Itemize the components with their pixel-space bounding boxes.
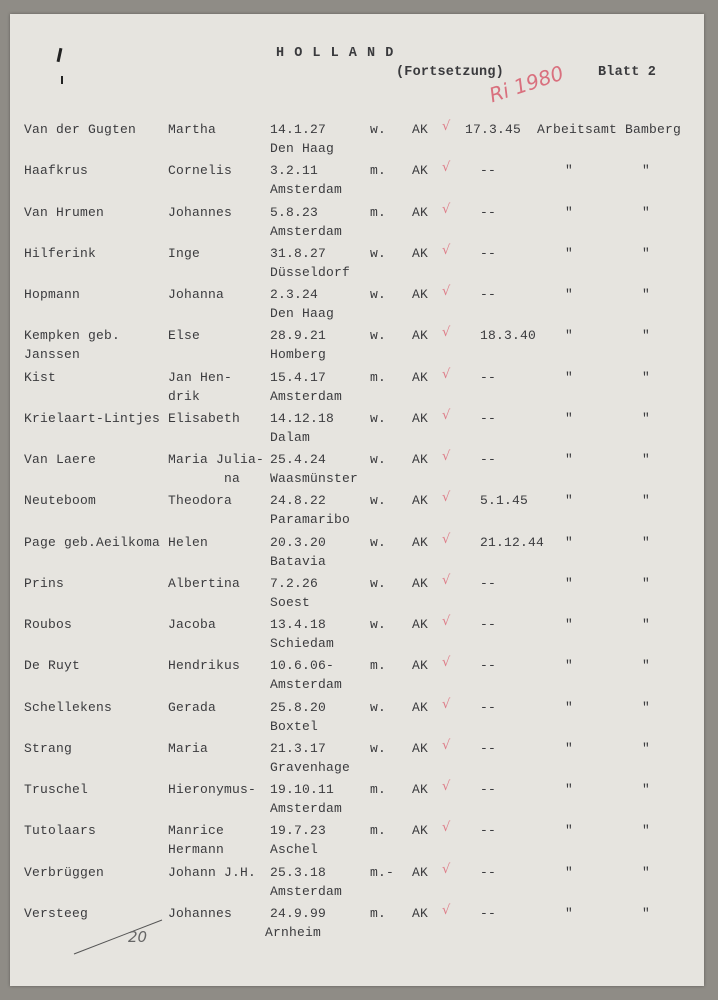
red-check-mark: √ — [442, 572, 451, 588]
office-ditto-cell: " — [642, 534, 651, 550]
surname-cell: De Ruyt — [24, 658, 81, 674]
birth-place-cell: Dalam — [270, 429, 311, 445]
office-cell: " — [565, 287, 574, 302]
sex-cell: w. — [370, 410, 387, 426]
office-cell: " — [565, 534, 574, 550]
office-cell: " — [565, 617, 574, 632]
status-cell: AK — [412, 410, 429, 426]
given-name-cell: Johann J.H. — [168, 864, 257, 880]
given-name-cell: Elisabeth — [168, 410, 241, 426]
birth-place-cell: Den Haag — [270, 141, 335, 156]
given-name-cell: Jan Hen- — [168, 369, 233, 385]
office-ditto-cell: " — [642, 204, 651, 220]
birth-date-cell: 20.3.20 — [270, 534, 327, 550]
red-check-mark: √ — [442, 696, 451, 712]
birth-place-cell: Aschel — [270, 842, 319, 858]
birth-date-cell: 25.4.24 — [270, 452, 327, 467]
status-cell: AK — [412, 782, 429, 797]
date-cell: -- — [480, 905, 497, 921]
date-cell: -- — [480, 699, 497, 715]
birth-place-cell: Den Haag — [270, 306, 335, 321]
red-check-mark: √ — [442, 366, 451, 382]
date-cell: -- — [480, 204, 497, 220]
status-cell: AK — [412, 534, 429, 550]
birth-date-cell: 19.10.11 — [270, 782, 335, 797]
status-cell: AK — [412, 905, 429, 921]
sex-cell: w. — [370, 493, 387, 509]
office-cell: " — [565, 782, 574, 797]
status-cell: AK — [412, 617, 429, 632]
office-cell: " — [565, 328, 574, 344]
birth-place-cell: Amsterdam — [270, 677, 343, 693]
birth-date-cell: 3.2.11 — [270, 163, 319, 179]
red-check-mark: √ — [442, 201, 451, 217]
given-name-continuation-cell: na — [224, 471, 241, 486]
office-cell: " — [565, 823, 574, 839]
birth-place-cell: Soest — [270, 594, 311, 610]
sex-cell: m. — [370, 782, 387, 797]
document-page — [10, 14, 704, 986]
sex-cell: w. — [370, 740, 387, 756]
office-ditto-cell: " — [642, 740, 651, 756]
sex-cell: m. — [370, 905, 387, 921]
sex-cell: w. — [370, 245, 387, 261]
birth-place-cell: Batavia — [270, 553, 327, 569]
given-name-cell: Inge — [168, 245, 201, 261]
red-check-mark: √ — [442, 325, 451, 341]
sex-cell: w. — [370, 534, 387, 550]
given-name-cell: Cornelis — [168, 163, 233, 179]
birth-date-cell: 24.9.99 — [270, 905, 327, 921]
birth-date-cell: 15.4.17 — [270, 369, 327, 385]
office-cell: " — [565, 163, 574, 179]
sex-cell: m. — [370, 369, 387, 385]
surname-cell: Prins — [24, 575, 65, 591]
sex-cell: w. — [370, 328, 387, 344]
office-cell: " — [565, 864, 574, 880]
date-cell: -- — [480, 369, 497, 385]
date-cell: 18.3.40 — [480, 328, 537, 344]
surname-cell: Verbrüggen — [24, 864, 105, 880]
date-cell: -- — [480, 782, 497, 797]
sex-cell: w. — [370, 122, 387, 137]
red-check-mark: √ — [442, 861, 451, 877]
red-check-mark: √ — [442, 160, 451, 176]
office-ditto-cell: " — [642, 864, 651, 880]
office-ditto-cell: " — [642, 782, 651, 797]
date-cell: 17.3.45 — [465, 122, 522, 137]
birth-place-cell: Amsterdam — [270, 388, 343, 404]
office-cell: " — [565, 369, 574, 385]
birth-date-cell: 7.2.26 — [270, 575, 319, 591]
birth-place-cell: Paramaribo — [270, 512, 351, 528]
office-ditto-cell: " — [642, 617, 651, 632]
sex-cell: w. — [370, 699, 387, 715]
red-check-mark: √ — [442, 449, 451, 464]
red-check-mark: √ — [442, 531, 451, 547]
surname-continuation-cell: Janssen — [24, 347, 81, 363]
office-cell: " — [565, 245, 574, 261]
given-name-cell: Else — [168, 328, 201, 344]
given-name-cell: Manrice — [168, 823, 225, 839]
sheet-number: Blatt 2 — [598, 65, 657, 80]
date-cell: 5.1.45 — [480, 493, 529, 509]
surname-cell: Haafkrus — [24, 163, 89, 179]
red-check-mark: √ — [442, 779, 451, 794]
red-check-mark: √ — [442, 737, 451, 753]
status-cell: AK — [412, 575, 429, 591]
sex-cell: w. — [370, 287, 387, 302]
continuation-label: (Fortsetzung) — [396, 65, 504, 80]
surname-cell: Kist — [24, 369, 57, 385]
surname-cell: Kempken geb. — [24, 328, 121, 344]
date-cell: -- — [480, 452, 497, 467]
status-cell: AK — [412, 452, 429, 467]
footer-pen-stroke — [70, 914, 170, 964]
given-name-cell: Maria Julia- — [168, 452, 265, 467]
office-cell: " — [565, 204, 574, 220]
status-cell: AK — [412, 658, 429, 674]
date-cell: -- — [480, 287, 497, 302]
status-cell: AK — [412, 699, 429, 715]
office-ditto-cell: " — [642, 163, 651, 179]
given-name-cell: Hieronymus- — [168, 782, 257, 797]
margin-pen-mark — [57, 48, 63, 62]
birth-date-cell: 13.4.18 — [270, 617, 327, 632]
office-ditto-cell: " — [642, 658, 651, 674]
sex-cell: m. — [370, 163, 387, 179]
date-cell: -- — [480, 163, 497, 179]
office-cell: " — [565, 740, 574, 756]
sex-cell: w. — [370, 452, 387, 467]
office-cell: " — [565, 699, 574, 715]
birth-place-cell: Düsseldorf — [270, 264, 351, 280]
red-check-mark: √ — [442, 614, 451, 629]
surname-cell: Schellekens — [24, 699, 113, 715]
surname-cell: Tutolaars — [24, 823, 97, 839]
red-check-mark: √ — [442, 284, 451, 299]
given-name-cell: Jacoba — [168, 617, 217, 632]
birth-date-cell: 2.3.24 — [270, 287, 319, 302]
birth-date-cell: 10.6.06- — [270, 658, 335, 674]
surname-cell: Truschel — [24, 782, 89, 797]
office-ditto-cell: " — [642, 369, 651, 385]
given-name-cell: Johannes — [168, 204, 233, 220]
office-ditto-cell: " — [642, 699, 651, 715]
surname-cell: Krielaart-Lintjes — [24, 410, 161, 426]
red-stamp-annotation: Ri 1980 — [486, 60, 567, 108]
margin-pen-dot — [61, 76, 63, 84]
given-name-cell: Hendrikus — [168, 658, 241, 674]
office-cell: " — [565, 905, 574, 921]
sex-cell: m. — [370, 823, 387, 839]
given-name-cell: Johannes — [168, 905, 233, 921]
red-check-mark: √ — [442, 655, 451, 671]
red-check-mark: √ — [442, 407, 451, 423]
sex-cell: w. — [370, 575, 387, 591]
status-cell: AK — [412, 163, 429, 179]
surname-cell: Page geb.Aeilkoma — [24, 534, 161, 550]
date-cell: -- — [480, 823, 497, 839]
red-check-mark: √ — [442, 820, 451, 836]
surname-cell: Van der Gugten — [24, 122, 137, 137]
office-ditto-cell: " — [642, 823, 651, 839]
date-cell: 21.12.44 — [480, 534, 545, 550]
surname-cell: Hopmann — [24, 287, 81, 302]
red-check-mark: √ — [442, 490, 451, 506]
surname-cell: Strang — [24, 740, 73, 756]
date-cell: -- — [480, 617, 497, 632]
page-title: H O L L A N D — [276, 46, 395, 61]
office-cell: " — [565, 575, 574, 591]
office-ditto-cell: " — [642, 287, 651, 302]
office-ditto-cell: " — [642, 245, 651, 261]
birth-date-cell: 28.9.21 — [270, 328, 327, 344]
birth-place-cell: Schiedam — [270, 636, 335, 651]
status-cell: AK — [412, 864, 429, 880]
office-cell: " — [565, 452, 574, 467]
status-cell: AK — [412, 287, 429, 302]
birth-place-cell: Waasmünster — [270, 471, 359, 486]
birth-place-cell: Boxtel — [270, 718, 319, 734]
given-name-continuation-cell: Hermann — [168, 842, 225, 858]
sex-cell: w. — [370, 617, 387, 632]
sex-cell: m.- — [370, 864, 395, 880]
status-cell: AK — [412, 493, 429, 509]
birth-date-cell: 19.7.23 — [270, 823, 327, 839]
date-cell: -- — [480, 245, 497, 261]
office-cell: " — [565, 493, 574, 509]
given-name-cell: Maria — [168, 740, 209, 756]
given-name-cell: Gerada — [168, 699, 217, 715]
birth-date-cell: 14.12.18 — [270, 410, 335, 426]
status-cell: AK — [412, 245, 429, 261]
surname-cell: Hilferink — [24, 245, 97, 261]
given-name-cell: Theodora — [168, 493, 233, 509]
birth-date-cell: 5.8.23 — [270, 204, 319, 220]
office-ditto-cell: " — [642, 575, 651, 591]
surname-cell: Roubos — [24, 617, 73, 632]
sex-cell: m. — [370, 204, 387, 220]
status-cell: AK — [412, 328, 429, 344]
birth-date-cell: 21.3.17 — [270, 740, 327, 756]
given-name-cell: Martha — [168, 122, 217, 137]
red-check-mark: √ — [442, 119, 451, 134]
date-cell: -- — [480, 864, 497, 880]
office-ditto-cell: " — [642, 493, 651, 509]
birth-place-cell: Gravenhage — [270, 759, 351, 775]
given-name-continuation-cell: drik — [168, 388, 201, 404]
surname-cell: Van Hrumen — [24, 204, 105, 220]
office-ditto-cell: " — [642, 328, 651, 344]
surname-cell: Van Laere — [24, 452, 97, 467]
sex-cell: m. — [370, 658, 387, 674]
status-cell: AK — [412, 823, 429, 839]
office-ditto-cell: " — [642, 905, 651, 921]
birth-place-cell: Homberg — [270, 347, 327, 363]
office-cell: " — [565, 410, 574, 426]
birth-place-cell: Amsterdam — [270, 801, 343, 816]
surname-cell: Neuteboom — [24, 493, 97, 509]
status-cell: AK — [412, 122, 429, 137]
given-name-cell: Helen — [168, 534, 209, 550]
surname-cell: Versteeg — [24, 905, 89, 921]
date-cell: -- — [480, 575, 497, 591]
office-cell: " — [565, 658, 574, 674]
birth-date-cell: 14.1.27 — [270, 122, 327, 137]
date-cell: -- — [480, 740, 497, 756]
red-check-mark: √ — [442, 902, 451, 918]
birth-place-cell: Amsterdam — [270, 223, 343, 239]
date-cell: -- — [480, 658, 497, 674]
date-cell: -- — [480, 410, 497, 426]
office-cell: Arbeitsamt Bamberg — [537, 122, 682, 137]
birth-date-cell: 31.8.27 — [270, 245, 327, 261]
office-ditto-cell: " — [642, 410, 651, 426]
given-name-cell: Johanna — [168, 287, 225, 302]
birth-date-cell: 25.3.18 — [270, 864, 327, 880]
red-check-mark: √ — [442, 242, 451, 258]
birth-place-cell: Arnheim — [265, 924, 322, 940]
birth-date-cell: 25.8.20 — [270, 699, 327, 715]
birth-place-cell: Amsterdam — [270, 182, 343, 198]
status-cell: AK — [412, 740, 429, 756]
office-ditto-cell: " — [642, 452, 651, 467]
birth-date-cell: 24.8.22 — [270, 493, 327, 509]
status-cell: AK — [412, 204, 429, 220]
birth-place-cell: Amsterdam — [270, 883, 343, 899]
footer-annotation: 20 — [128, 928, 148, 946]
given-name-cell: Albertina — [168, 575, 241, 591]
status-cell: AK — [412, 369, 429, 385]
